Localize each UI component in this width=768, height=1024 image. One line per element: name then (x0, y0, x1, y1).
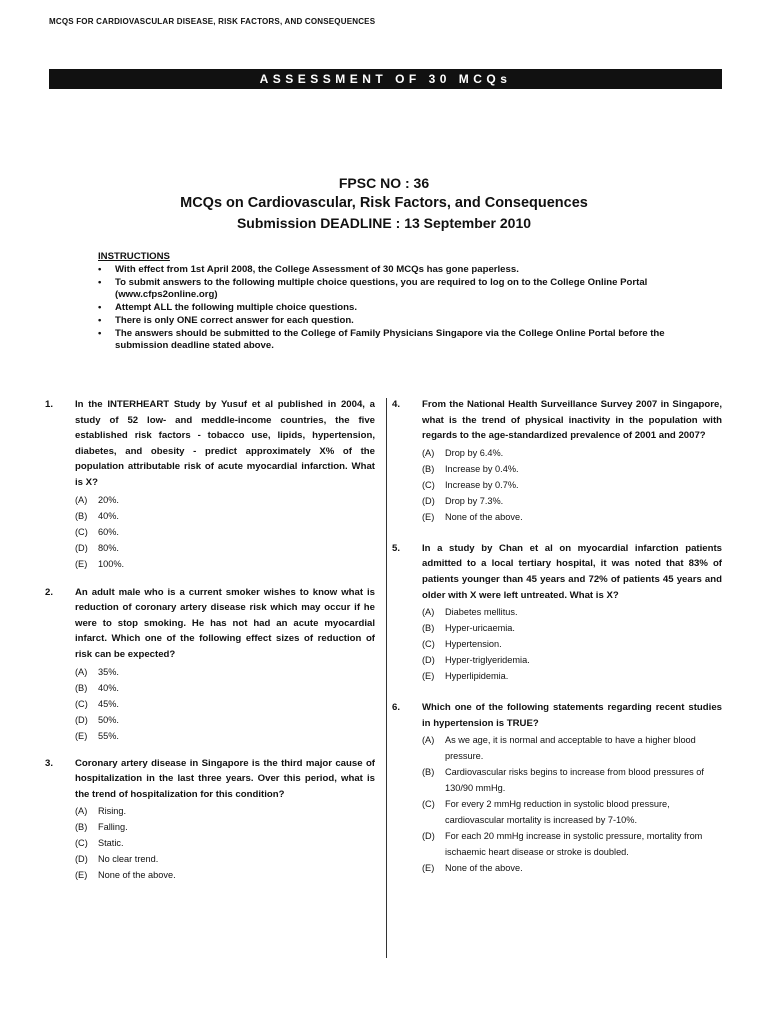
option-text: 35%. (98, 666, 119, 677)
question-2 (45, 585, 375, 744)
option (75, 803, 375, 819)
option-label: (C) (422, 479, 435, 490)
question-number: 6. (392, 702, 401, 714)
option-text: Hyper-uricaemia. (445, 623, 515, 634)
option-label: (D) (75, 854, 88, 865)
option-label: (D) (422, 831, 435, 842)
option-text: None of the above. (445, 863, 523, 874)
option-label: (E) (75, 730, 88, 741)
instruction-item: • Attempt ALL the following multiple choice questions. (98, 302, 718, 315)
option (422, 636, 722, 652)
option-text: Falling. (98, 822, 128, 833)
option-text: 50%. (98, 714, 119, 725)
question-text: From the National Health Surveillance Survey 2007 in Singapore, what is the trend of physical inactivity in the population with regards to the age-standardized prevalence of 2001 and 2007? (422, 399, 722, 442)
option-text: None of the above. (98, 870, 176, 881)
question-text: In a study by Chan et al on myocardial infarction patients admitted to a local tertiary hospital, it was noted that 83% of patients younger than 45 years and 72% of patients 45 years and older with X were left untreated. What is X? (422, 542, 722, 601)
option-label: (B) (75, 822, 88, 833)
option (422, 652, 722, 668)
option-list (75, 492, 375, 572)
option-text: As we age, it is normal and acceptable to have a higher blood pressure. (445, 735, 696, 762)
option-text: Drop by 7.3%. (445, 495, 504, 506)
question-number: 2. (45, 586, 54, 598)
option-label: (B) (422, 767, 435, 778)
option-text: 40%. (98, 510, 119, 521)
option-text: Hyperlipidemia. (445, 671, 509, 682)
option-list (422, 604, 722, 684)
option-label: (E) (422, 511, 435, 522)
option (75, 819, 375, 835)
instruction-item: • There is only ONE correct answer for each question. (98, 315, 718, 328)
option-text: None of the above. (445, 511, 523, 522)
option-label: (E) (75, 558, 88, 569)
option (422, 461, 722, 477)
question-number: 5. (392, 542, 401, 554)
option-label: (A) (75, 666, 88, 677)
question-number: 1. (45, 399, 54, 410)
instruction-item: • The answers should be submitted to the College of Family Physicians Singapore via the College Online Portal before the submission deadline stated above. (98, 328, 718, 353)
option-label: (D) (422, 495, 435, 506)
option (75, 867, 375, 883)
option-list (75, 664, 375, 744)
option-text: 60%. (98, 526, 119, 537)
question-text: An adult male who is a current smoker wishes to know what is reduction of coronary artery disease risk which may occur if he were to stop smoking. He has not had an acute myocardial infarct. Which one of the following effect sizes of reduction of risk can be expected? (75, 586, 375, 660)
option-label: (D) (75, 542, 88, 553)
option-label: (A) (422, 607, 435, 618)
question-3 (45, 756, 375, 884)
left-column (45, 397, 375, 883)
option-label: (E) (422, 671, 435, 682)
option-label: (A) (75, 494, 88, 505)
option-label: (D) (75, 714, 88, 725)
option-text: Drop by 6.4%. (445, 447, 504, 458)
option-text: 20%. (98, 494, 119, 505)
option-text: 45%. (98, 698, 119, 709)
fpsc-number: FPSC NO : 36 (338, 175, 430, 191)
option (422, 828, 722, 860)
option (422, 493, 722, 509)
option-label: (B) (422, 463, 435, 474)
option-text: 55%. (98, 730, 119, 741)
option-text: 100%. (98, 558, 125, 569)
option-text: Hypertension. (445, 639, 502, 650)
option-label: (A) (75, 806, 88, 817)
option-list (422, 445, 722, 525)
option-text: No clear trend. (98, 854, 159, 865)
instruction-item: • With effect from 1st April 2008, the College Assessment of 30 MCQs has gone paperless. (98, 264, 718, 277)
option-text: Cardiovascular risks begins to increase from blood pressures of 130/90 mmHg. (445, 767, 704, 794)
question-5 (392, 541, 722, 684)
option (422, 668, 722, 684)
option (75, 696, 375, 712)
title-block (0, 173, 768, 233)
option (422, 477, 722, 493)
option-label: (B) (422, 623, 435, 634)
option-text: Increase by 0.7%. (445, 479, 519, 490)
instructions (98, 251, 718, 353)
question-number: 4. (392, 399, 401, 410)
instructions-heading: INSTRUCTIONS (98, 251, 170, 262)
instructions-list (98, 264, 718, 353)
option-label: (B) (75, 510, 88, 521)
question-6 (392, 700, 722, 876)
option (422, 445, 722, 461)
option-text: Static. (98, 838, 124, 849)
option-text: For each 20 mmHg increase in systolic pressure, mortality from ischaemic heart disease or stroke is doubled. (445, 831, 703, 858)
column-divider (386, 398, 387, 958)
option (75, 508, 375, 524)
option-label: (C) (422, 799, 435, 810)
option-text: Hyper-triglyeridemia. (445, 655, 530, 666)
option (75, 712, 375, 728)
option (422, 604, 722, 620)
option (422, 732, 722, 764)
question-text: Coronary artery disease in Singapore is the third major cause of hospitalization in the last three years. Over this period, what is the trend of hospitalization for this condition? (75, 757, 375, 800)
instruction-item: • To submit answers to the following multiple choice questions, you are required to log on to the College Online Portal (www.cfps2online.org) (98, 277, 718, 302)
option (422, 620, 722, 636)
option-text: Rising. (98, 806, 127, 817)
option (422, 509, 722, 525)
option-label: (C) (75, 838, 88, 849)
assessment-banner: ASSESSMENT OF 30 MCQs (49, 69, 722, 89)
option (75, 835, 375, 851)
option (75, 851, 375, 867)
question-number: 3. (45, 757, 54, 769)
option (75, 728, 375, 744)
option-label: (D) (422, 655, 435, 666)
option-label: (E) (75, 870, 88, 881)
option-text: For every 2 mmHg reduction in systolic blood pressure, cardiovascular mortality is increased by 7-10%. (445, 799, 670, 826)
option (75, 556, 375, 572)
option-text: Diabetes mellitus. (445, 607, 518, 618)
option-label: (E) (422, 863, 435, 874)
submission-deadline: Submission DEADLINE : 13 September 2010 (236, 215, 532, 231)
topic-title: MCQs on Cardiovascular, Risk Factors, and Consequences (180, 195, 588, 211)
option-label: (C) (75, 526, 88, 537)
option (422, 796, 722, 828)
option-label: (B) (75, 682, 88, 693)
question-text: Which one of the following statements regarding recent studies in hypertension is TRUE? (422, 702, 722, 729)
option (75, 524, 375, 540)
option (422, 860, 722, 876)
option-label: (C) (422, 639, 435, 650)
option-text: 80%. (98, 542, 119, 553)
option (75, 492, 375, 508)
option-text: Increase by 0.4%. (445, 463, 519, 474)
option-text: 40%. (98, 682, 119, 693)
option-list (422, 732, 722, 876)
question-text: In the INTERHEART Study by Yusuf et al published in 2004, a study of 52 low- and meddle-income countries, the five established risk factors - tobacco use, lipids, hypertension, diabetes, and obesity - predict approximately X% of the population attributable risk of acute myocardial infarction. What is X? (75, 399, 375, 488)
running-head: MCQS FOR CARDIOVASCULAR DISEASE, RISK FACTORS, AND CONSEQUENCES (49, 17, 376, 26)
question-1 (45, 397, 375, 572)
option (75, 540, 375, 556)
option (75, 680, 375, 696)
option-list (75, 803, 375, 883)
option (75, 664, 375, 680)
option-label: (A) (422, 735, 435, 746)
question-4 (392, 397, 722, 525)
option-label: (A) (422, 447, 435, 458)
right-column (392, 397, 722, 876)
option-label: (C) (75, 698, 88, 709)
option (422, 764, 722, 796)
